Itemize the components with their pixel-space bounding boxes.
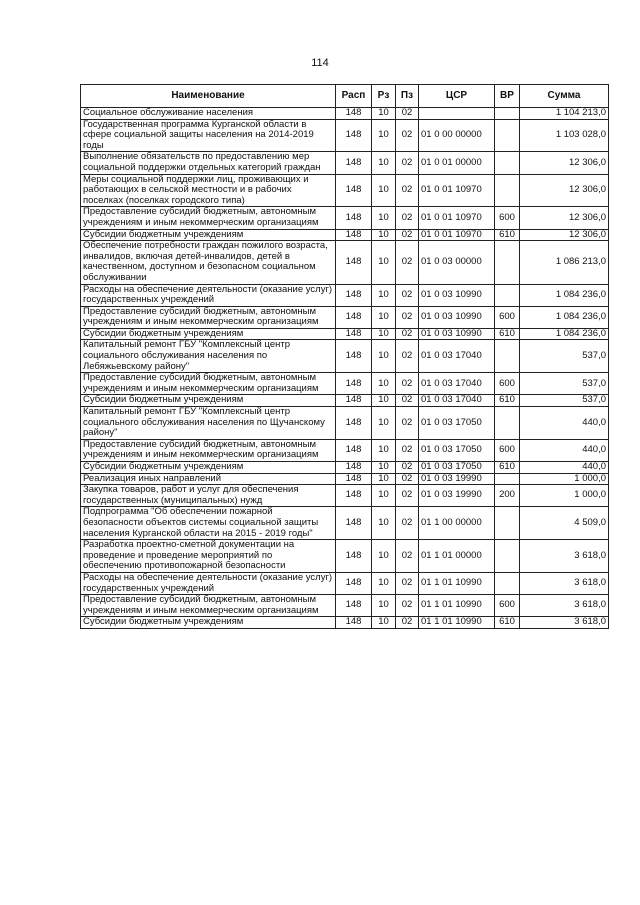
cell-rasp: 148 (336, 485, 372, 507)
cell-rasp: 148 (336, 439, 372, 461)
cell-vr: 610 (495, 395, 520, 407)
cell-rasp: 148 (336, 207, 372, 229)
cell-vr: 610 (495, 328, 520, 340)
cell-name: Реализация иных направлений (81, 473, 336, 485)
budget-table (80, 84, 609, 629)
cell-pz: 02 (396, 540, 419, 573)
cell-csr: 01 0 03 19990 (419, 485, 495, 507)
cell-csr: 01 1 01 10990 (419, 572, 495, 594)
cell-name: Подпрограмма "Об обеспечении пожарной безопасности объектов системы социальной защиты населения Курганской области на 2015 - 2019 годы" (81, 507, 336, 540)
table-row (81, 119, 609, 152)
cell-rz: 10 (372, 473, 396, 485)
cell-pz: 02 (396, 306, 419, 328)
cell-rz: 10 (372, 306, 396, 328)
cell-sum: 12 306,0 (520, 207, 609, 229)
cell-name: Выполнение обязательств по предоставлению мер социальной поддержки отдельных категорий граждан (81, 152, 336, 174)
cell-vr: 610 (495, 617, 520, 629)
table-row (81, 229, 609, 241)
cell-name: Субсидии бюджетным учреждениям (81, 617, 336, 629)
cell-sum: 12 306,0 (520, 229, 609, 241)
cell-sum: 1 084 236,0 (520, 328, 609, 340)
cell-rz: 10 (372, 540, 396, 573)
cell-name: Предоставление субсидий бюджетным, автономным учреждениям и иным некоммерческим организациям (81, 439, 336, 461)
cell-csr: 01 0 03 10990 (419, 328, 495, 340)
cell-name: Субсидии бюджетным учреждениям (81, 229, 336, 241)
cell-sum: 3 618,0 (520, 595, 609, 617)
table-row (81, 152, 609, 174)
cell-rasp: 148 (336, 507, 372, 540)
cell-csr: 01 0 03 17050 (419, 407, 495, 440)
cell-name: Предоставление субсидий бюджетным, автономным учреждениям и иным некоммерческим организациям (81, 207, 336, 229)
cell-vr (495, 540, 520, 573)
cell-sum: 537,0 (520, 373, 609, 395)
cell-name: Субсидии бюджетным учреждениям (81, 328, 336, 340)
table-row (81, 340, 609, 373)
cell-sum: 3 618,0 (520, 540, 609, 573)
cell-pz: 02 (396, 473, 419, 485)
header-rz: Рз (372, 85, 396, 108)
cell-vr (495, 407, 520, 440)
cell-rz: 10 (372, 507, 396, 540)
header-rasp: Расп (336, 85, 372, 108)
cell-vr: 610 (495, 462, 520, 474)
cell-vr: 600 (495, 595, 520, 617)
cell-sum: 3 618,0 (520, 572, 609, 594)
table-row (81, 108, 609, 120)
cell-csr: 01 1 01 00000 (419, 540, 495, 573)
cell-pz: 02 (396, 119, 419, 152)
table-row (81, 207, 609, 229)
cell-csr: 01 0 03 17040 (419, 395, 495, 407)
cell-csr: 01 0 03 00000 (419, 241, 495, 284)
header-pz: Пз (396, 85, 419, 108)
cell-vr (495, 174, 520, 207)
cell-sum: 12 306,0 (520, 152, 609, 174)
cell-rz: 10 (372, 617, 396, 629)
cell-pz: 02 (396, 485, 419, 507)
table-row (81, 473, 609, 485)
table-row (81, 439, 609, 461)
cell-pz: 02 (396, 174, 419, 207)
table-body (81, 108, 609, 629)
cell-rasp: 148 (336, 340, 372, 373)
cell-pz: 02 (396, 507, 419, 540)
cell-name: Предоставление субсидий бюджетным, автономным учреждениям и иным некоммерческим организациям (81, 373, 336, 395)
cell-pz: 02 (396, 328, 419, 340)
cell-name: Предоставление субсидий бюджетным, автономным учреждениям и иным некоммерческим организациям (81, 306, 336, 328)
cell-rasp: 148 (336, 473, 372, 485)
cell-sum: 1 103 028,0 (520, 119, 609, 152)
cell-rz: 10 (372, 572, 396, 594)
cell-pz: 02 (396, 407, 419, 440)
cell-sum: 537,0 (520, 340, 609, 373)
cell-rz: 10 (372, 395, 396, 407)
cell-rasp: 148 (336, 462, 372, 474)
cell-vr: 600 (495, 373, 520, 395)
cell-rz: 10 (372, 439, 396, 461)
cell-pz: 02 (396, 395, 419, 407)
cell-name: Субсидии бюджетным учреждениям (81, 395, 336, 407)
table-row (81, 485, 609, 507)
cell-vr: 610 (495, 229, 520, 241)
cell-pz: 02 (396, 108, 419, 120)
cell-name: Социальное обслуживание населения (81, 108, 336, 120)
cell-vr (495, 152, 520, 174)
cell-name: Расходы на обеспечение деятельности (оказание услуг) государственных учреждений (81, 284, 336, 306)
header-name: Наименование (81, 85, 336, 108)
cell-vr (495, 108, 520, 120)
cell-sum: 440,0 (520, 439, 609, 461)
cell-rz: 10 (372, 241, 396, 284)
cell-vr (495, 507, 520, 540)
cell-pz: 02 (396, 229, 419, 241)
cell-name: Субсидии бюджетным учреждениям (81, 462, 336, 474)
cell-csr: 01 0 01 10970 (419, 174, 495, 207)
cell-rz: 10 (372, 407, 396, 440)
cell-vr (495, 284, 520, 306)
cell-sum: 1 086 213,0 (520, 241, 609, 284)
cell-pz: 02 (396, 373, 419, 395)
table-row (81, 328, 609, 340)
cell-pz: 02 (396, 340, 419, 373)
cell-vr (495, 473, 520, 485)
cell-rasp: 148 (336, 395, 372, 407)
cell-csr: 01 0 01 10970 (419, 229, 495, 241)
cell-pz: 02 (396, 284, 419, 306)
header-sum: Сумма (520, 85, 609, 108)
cell-rz: 10 (372, 207, 396, 229)
cell-vr (495, 340, 520, 373)
cell-rz: 10 (372, 373, 396, 395)
cell-rasp: 148 (336, 540, 372, 573)
cell-vr (495, 119, 520, 152)
cell-rasp: 148 (336, 595, 372, 617)
cell-rasp: 148 (336, 174, 372, 207)
cell-rasp: 148 (336, 617, 372, 629)
cell-rasp: 148 (336, 152, 372, 174)
cell-vr (495, 572, 520, 594)
cell-csr: 01 0 03 17040 (419, 340, 495, 373)
cell-vr (495, 241, 520, 284)
cell-csr: 01 1 00 00000 (419, 507, 495, 540)
cell-sum: 537,0 (520, 395, 609, 407)
cell-rasp: 148 (336, 241, 372, 284)
cell-csr: 01 0 01 00000 (419, 152, 495, 174)
table-row (81, 595, 609, 617)
cell-name: Обеспечение потребности граждан пожилого возраста, инвалидов, включая детей-инвалидов, детей в качественном, доступном и безопасном социальном обслуживании (81, 241, 336, 284)
cell-name: Государственная программа Курганской области в сфере социальной защиты населения на 2014-2019 годы (81, 119, 336, 152)
table-row (81, 306, 609, 328)
cell-rz: 10 (372, 340, 396, 373)
cell-rz: 10 (372, 328, 396, 340)
page-number: 114 (311, 57, 329, 69)
table-row (81, 174, 609, 207)
cell-name: Меры социальной поддержки лиц, проживающих и работающих в сельской местности и в рабочих поселках (поселках городского типа) (81, 174, 336, 207)
cell-pz: 02 (396, 207, 419, 229)
table-row (81, 540, 609, 573)
cell-csr: 01 0 03 10990 (419, 306, 495, 328)
cell-pz: 02 (396, 152, 419, 174)
cell-name: Разработка проектно-сметной документации на проведение и проведение мероприятий по обеспечению противопожарной безопасности (81, 540, 336, 573)
cell-sum: 1 000,0 (520, 473, 609, 485)
table-row (81, 284, 609, 306)
cell-pz: 02 (396, 617, 419, 629)
cell-csr: 01 0 00 00000 (419, 119, 495, 152)
cell-vr: 600 (495, 439, 520, 461)
cell-rz: 10 (372, 229, 396, 241)
cell-rasp: 148 (336, 373, 372, 395)
cell-name: Расходы на обеспечение деятельности (оказание услуг) государственных учреждений (81, 572, 336, 594)
table-row (81, 407, 609, 440)
cell-csr: 01 1 01 10990 (419, 595, 495, 617)
cell-name: Капитальный ремонт ГБУ "Комплексный центр социального обслуживания населения по Лебяжьевскому району" (81, 340, 336, 373)
cell-rasp: 148 (336, 229, 372, 241)
cell-rz: 10 (372, 174, 396, 207)
cell-csr: 01 0 03 17050 (419, 439, 495, 461)
table-row (81, 507, 609, 540)
cell-rz: 10 (372, 119, 396, 152)
cell-sum: 1 084 236,0 (520, 284, 609, 306)
cell-name: Закупка товаров, работ и услуг для обеспечения государственных (муниципальных) нужд (81, 485, 336, 507)
cell-rz: 10 (372, 108, 396, 120)
cell-csr: 01 0 03 17040 (419, 373, 495, 395)
table-row (81, 395, 609, 407)
cell-sum: 3 618,0 (520, 617, 609, 629)
cell-sum: 4 509,0 (520, 507, 609, 540)
cell-vr: 200 (495, 485, 520, 507)
cell-rz: 10 (372, 284, 396, 306)
cell-rasp: 148 (336, 119, 372, 152)
table-row (81, 373, 609, 395)
cell-sum: 1 000,0 (520, 485, 609, 507)
cell-csr: 01 0 03 17050 (419, 462, 495, 474)
table-row (81, 572, 609, 594)
cell-rz: 10 (372, 485, 396, 507)
cell-rasp: 148 (336, 407, 372, 440)
cell-rasp: 148 (336, 108, 372, 120)
cell-csr: 01 1 01 10990 (419, 617, 495, 629)
table-row (81, 462, 609, 474)
cell-sum: 1 084 236,0 (520, 306, 609, 328)
table-row (81, 241, 609, 284)
cell-pz: 02 (396, 241, 419, 284)
cell-rasp: 148 (336, 284, 372, 306)
cell-sum: 440,0 (520, 407, 609, 440)
cell-name: Капитальный ремонт ГБУ "Комплексный центр социального обслуживания населения по Щучанскому району" (81, 407, 336, 440)
cell-sum: 12 306,0 (520, 174, 609, 207)
cell-pz: 02 (396, 462, 419, 474)
cell-sum: 1 104 213,0 (520, 108, 609, 120)
cell-rz: 10 (372, 462, 396, 474)
cell-pz: 02 (396, 439, 419, 461)
cell-csr: 01 0 03 10990 (419, 284, 495, 306)
cell-pz: 02 (396, 572, 419, 594)
table-header (81, 85, 609, 108)
cell-sum: 440,0 (520, 462, 609, 474)
header-vr: ВР (495, 85, 520, 108)
header-csr: ЦСР (419, 85, 495, 108)
cell-csr: 01 0 01 10970 (419, 207, 495, 229)
cell-rz: 10 (372, 152, 396, 174)
cell-vr: 600 (495, 306, 520, 328)
cell-rz: 10 (372, 595, 396, 617)
header-row (81, 85, 609, 108)
cell-csr (419, 108, 495, 120)
cell-name: Предоставление субсидий бюджетным, автономным учреждениям и иным некоммерческим организациям (81, 595, 336, 617)
cell-csr: 01 0 03 19990 (419, 473, 495, 485)
cell-rasp: 148 (336, 328, 372, 340)
cell-rasp: 148 (336, 306, 372, 328)
cell-pz: 02 (396, 595, 419, 617)
cell-vr: 600 (495, 207, 520, 229)
cell-rasp: 148 (336, 572, 372, 594)
table-row (81, 617, 609, 629)
